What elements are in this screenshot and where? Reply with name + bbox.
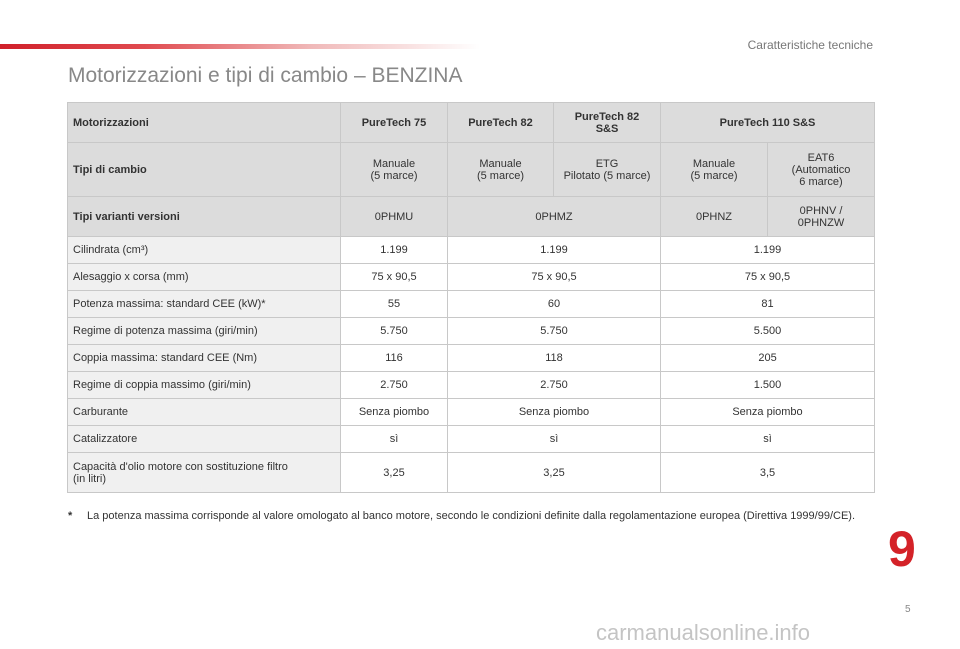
gearbox-cell: Manuale (5 marce) <box>448 143 554 197</box>
page-title: Motorizzazioni e tipi di cambio – BENZINA <box>68 64 463 87</box>
table-row <box>68 237 875 264</box>
row-value: 1.500 <box>661 372 875 399</box>
row-value: 1.199 <box>448 237 661 264</box>
spec-table <box>67 102 875 493</box>
row-value: 5.500 <box>661 318 875 345</box>
row-value: sì <box>448 426 661 453</box>
header-engine-pt82ss: PureTech 82 S&S <box>554 103 661 143</box>
header-engine-pt75: PureTech 75 <box>341 103 448 143</box>
gearbox-cell: Manuale (5 marce) <box>341 143 448 197</box>
row-label: Catalizzatore <box>68 426 341 453</box>
table-row <box>68 453 875 493</box>
chapter-number: 9 <box>888 521 916 577</box>
table-row <box>68 291 875 318</box>
header-row-versions <box>68 197 875 237</box>
gearbox-cell: ETG Pilotato (5 marce) <box>554 143 661 197</box>
row-label: Alesaggio x corsa (mm) <box>68 264 341 291</box>
row-value: Senza piombo <box>661 399 875 426</box>
table-row <box>68 264 875 291</box>
header-engines-label: Motorizzazioni <box>68 103 341 143</box>
footnote <box>68 509 858 524</box>
table-row <box>68 345 875 372</box>
row-value: 205 <box>661 345 875 372</box>
table-row <box>68 399 875 426</box>
watermark-text: carmanualsonline.info <box>596 620 811 645</box>
gearbox-cell: Manuale (5 marce) <box>661 143 768 197</box>
row-value: 5.750 <box>341 318 448 345</box>
table-row <box>68 426 875 453</box>
row-value: 75 x 90,5 <box>341 264 448 291</box>
row-value: 75 x 90,5 <box>661 264 875 291</box>
header-versions-label: Tipi varianti versioni <box>68 197 341 237</box>
row-value: sì <box>341 426 448 453</box>
row-value: 118 <box>448 345 661 372</box>
gearbox-cell: EAT6 (Automatico 6 marce) <box>768 143 875 197</box>
header-gearbox-label: Tipi di cambio <box>68 143 341 197</box>
footnote-marker: * <box>68 510 73 522</box>
row-label: Capacità d'olio motore con sostituzione filtro (in litri) <box>68 453 341 493</box>
section-label: Caratteristiche tecniche <box>747 38 873 52</box>
row-value: 116 <box>341 345 448 372</box>
row-value: 81 <box>661 291 875 318</box>
row-value: 2.750 <box>341 372 448 399</box>
row-label: Carburante <box>68 399 341 426</box>
row-value: 60 <box>448 291 661 318</box>
row-label: Potenza massima: standard CEE (kW)* <box>68 291 341 318</box>
row-value: 3,5 <box>661 453 875 493</box>
row-value: 3,25 <box>448 453 661 493</box>
header-engine-pt110: PureTech 110 S&S <box>661 103 875 143</box>
row-value: 5.750 <box>448 318 661 345</box>
row-label: Regime di coppia massimo (giri/min) <box>68 372 341 399</box>
version-cell: 0PHMU <box>341 197 448 237</box>
footnote-text: La potenza massima corrisponde al valore omologato al banco motore, secondo le condizioni definite dalla regolamentazione europea (Direttiva 1999/99/CE). <box>87 510 856 522</box>
row-value: 3,25 <box>341 453 448 493</box>
header-engine-pt82: PureTech 82 <box>448 103 554 143</box>
row-value: 75 x 90,5 <box>448 264 661 291</box>
table-row <box>68 318 875 345</box>
row-label: Cilindrata (cm³) <box>68 237 341 264</box>
row-value: Senza piombo <box>448 399 661 426</box>
top-accent-bar <box>0 44 480 49</box>
page-number: 5 <box>905 604 911 615</box>
version-cell: 0PHNV / 0PHNZW <box>768 197 875 237</box>
row-label: Coppia massima: standard CEE (Nm) <box>68 345 341 372</box>
header-row-engines <box>68 103 875 143</box>
table-row <box>68 372 875 399</box>
row-value: 55 <box>341 291 448 318</box>
row-value: 1.199 <box>661 237 875 264</box>
version-cell: 0PHNZ <box>661 197 768 237</box>
row-value: 1.199 <box>341 237 448 264</box>
header-row-gearbox <box>68 143 875 197</box>
version-cell: 0PHMZ <box>448 197 661 237</box>
row-value: 2.750 <box>448 372 661 399</box>
row-value: Senza piombo <box>341 399 448 426</box>
row-value: sì <box>661 426 875 453</box>
row-label: Regime di potenza massima (giri/min) <box>68 318 341 345</box>
